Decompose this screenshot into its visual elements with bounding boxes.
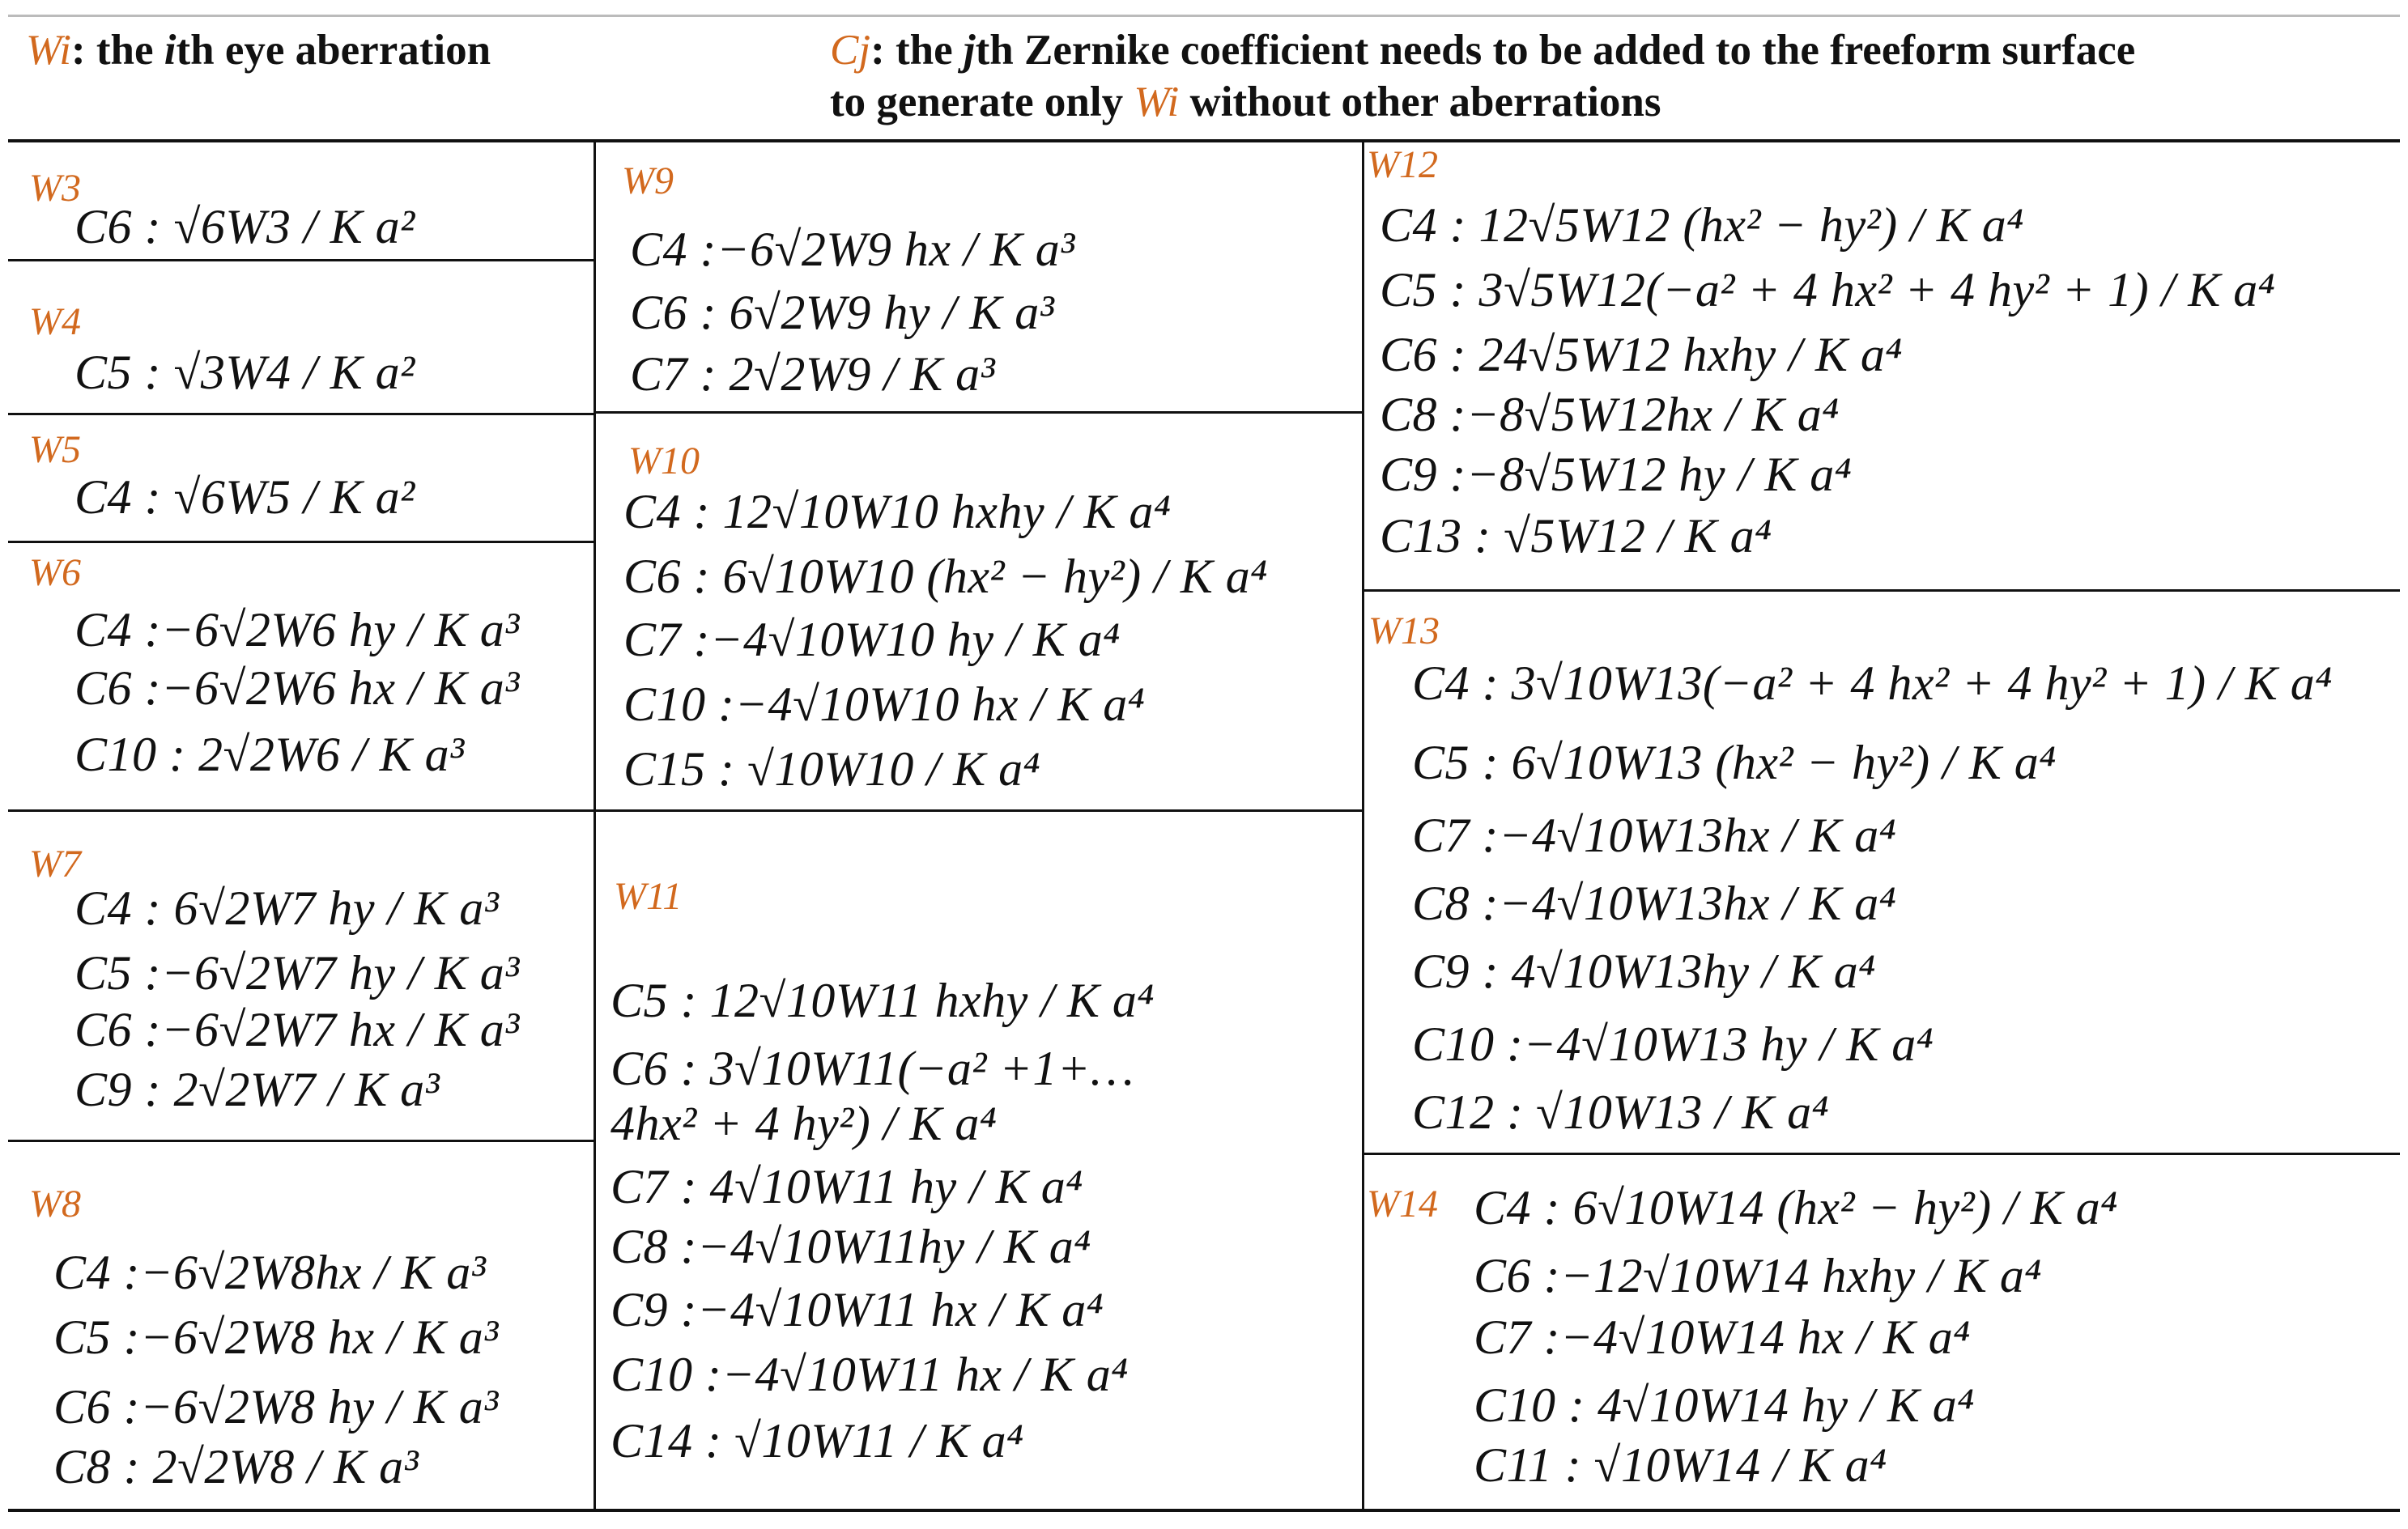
coefficient-equation: C7 : 2√2W9 / K a³: [630, 347, 996, 401]
coefficient-equation: C6 : √6W3 / K a²: [74, 200, 415, 253]
coefficient-equation: C6 : 3√10W11(−a² +1+…: [611, 1042, 1134, 1095]
coefficient-equation: C4 : √6W5 / K a²: [74, 470, 415, 524]
coefficient-equation: C15 : √10W10 / K a⁴: [623, 742, 1040, 796]
coefficient-equation: C6 :−12√10W14 hxhy / K a⁴: [1474, 1249, 2042, 1302]
aberration-label: W10: [628, 440, 700, 482]
coefficient-equation: C4 : 6√10W14 (hx² − hy²) / K a⁴: [1474, 1181, 2118, 1234]
col1-divider: [8, 541, 594, 543]
aberration-label: W5: [29, 428, 81, 471]
coefficient-equation: C12 : √10W13 / K a⁴: [1412, 1085, 1829, 1139]
col1-divider: [8, 809, 594, 812]
coefficient-equation: C4 : 6√2W7 hy / K a³: [74, 881, 500, 935]
header-cj-label: Cj: [830, 27, 871, 74]
coefficient-equation: C6 :−6√2W8 hy / K a³: [53, 1380, 499, 1433]
header-text: th Zernike coefficient needs to be added to the freeform surface: [975, 27, 2136, 74]
coefficient-equation: C4 :−6√2W9 hx / K a³: [630, 223, 1075, 276]
column-divider-2: [1362, 141, 1364, 1510]
coefficient-equation: C4 : 12√5W12 (hx² − hy²) / K a⁴: [1380, 198, 2024, 252]
bottom-rule: [8, 1509, 2400, 1512]
aberration-label: W3: [29, 167, 81, 210]
col2-divider: [595, 411, 1363, 414]
aberration-label: W4: [29, 300, 81, 343]
coefficient-equation: C8 :−8√5W12hx / K a⁴: [1380, 388, 1840, 441]
coefficient-equation: C14 : √10W11 / K a⁴: [611, 1414, 1024, 1467]
coefficient-equation: C7 :−4√10W10 hy / K a⁴: [623, 613, 1121, 666]
col2-divider: [595, 809, 1363, 812]
coefficient-equation: C7 :−4√10W14 hx / K a⁴: [1474, 1310, 1971, 1364]
coefficient-equation: C4 :−6√2W6 hy / K a³: [74, 603, 520, 656]
coefficient-equation: C8 :−4√10W13hx / K a⁴: [1412, 877, 1897, 930]
coefficient-equation: C10 :−4√10W10 hx / K a⁴: [623, 677, 1146, 731]
coefficient-equation: C9 :−4√10W11 hx / K a⁴: [611, 1283, 1104, 1336]
coefficient-equation: C6 :−6√2W7 hx / K a³: [74, 1003, 520, 1056]
coefficient-equation: C4 : 3√10W13(−a² + 4 hx² + 4 hy² + 1) / K a⁴: [1412, 656, 2333, 710]
coefficient-equation: 4hx² + 4 hy²) / K a⁴: [611, 1097, 998, 1150]
col3-divider: [1364, 589, 2400, 592]
col3-divider: [1364, 1153, 2400, 1155]
coefficient-equation: C4 : 12√10W10 hxhy / K a⁴: [623, 485, 1172, 538]
col1-divider: [8, 1140, 594, 1142]
coefficient-equation: C10 :−4√10W11 hx / K a⁴: [611, 1348, 1129, 1401]
header-text: : the: [70, 27, 164, 74]
aberration-label: W12: [1367, 143, 1438, 186]
coefficient-equation: C6 : 6√2W9 hy / K a³: [630, 286, 1055, 339]
coefficient-equation: C9 :−8√5W12 hy / K a⁴: [1380, 448, 1853, 501]
header-rule: [8, 139, 2400, 142]
header-wi-label: Wi: [26, 27, 71, 74]
aberration-label: W13: [1368, 609, 1440, 652]
coefficient-equation: C8 : 2√2W8 / K a³: [53, 1440, 419, 1493]
header-wi-label: Wi: [1134, 79, 1180, 125]
coefficient-equation: C6 : 24√5W12 hxhy / K a⁴: [1380, 328, 1903, 381]
coefficient-equation: C6 : 6√10W10 (hx² − hy²) / K a⁴: [623, 550, 1268, 603]
coefficient-equation: C9 : 2√2W7 / K a³: [74, 1063, 440, 1116]
aberration-label: W14: [1367, 1183, 1438, 1225]
coefficient-equation: C10 :−4√10W13 hy / K a⁴: [1412, 1017, 1934, 1071]
aberration-label: W6: [29, 551, 81, 594]
header-text: to generate only: [830, 79, 1134, 125]
coefficient-equation: C5 :−6√2W7 hy / K a³: [74, 946, 520, 1000]
header-text: j: [963, 27, 976, 74]
coefficient-equation: C11 : √10W14 / K a⁴: [1474, 1438, 1887, 1492]
header-text: i: [164, 27, 177, 74]
coefficient-equation: C4 :−6√2W8hx / K a³: [53, 1246, 487, 1299]
coefficient-equation: C8 :−4√10W11hy / K a⁴: [611, 1220, 1091, 1273]
header-right: [830, 24, 2135, 128]
coefficient-equation: C13 : √5W12 / K a⁴: [1380, 509, 1772, 563]
coefficient-equation: C7 :−4√10W13hx / K a⁴: [1412, 809, 1897, 862]
header-left: [26, 24, 491, 76]
header-text: : the: [870, 27, 964, 74]
coefficient-equation: C5 : 12√10W11 hxhy / K a⁴: [611, 974, 1155, 1027]
coefficient-equation: C5 :−6√2W8 hx / K a³: [53, 1310, 499, 1364]
coefficient-equation: C5 : √3W4 / K a²: [74, 346, 415, 399]
coefficient-equation: C6 :−6√2W6 hx / K a³: [74, 661, 520, 715]
header-text: without other aberrations: [1179, 79, 1661, 125]
column-divider-1: [593, 141, 596, 1510]
col1-divider: [8, 413, 594, 415]
coefficient-equation: C10 : 4√10W14 hy / K a⁴: [1474, 1378, 1975, 1432]
top-rule: [8, 15, 2400, 17]
col1-divider: [8, 259, 594, 261]
coefficient-equation: C5 : 3√5W12(−a² + 4 hx² + 4 hy² + 1) / K a⁴: [1380, 263, 2276, 316]
aberration-label: W9: [622, 159, 674, 202]
aberration-label: W8: [29, 1183, 81, 1225]
coefficient-equation: C10 : 2√2W6 / K a³: [74, 728, 465, 781]
header-text: th eye aberration: [176, 27, 491, 74]
aberration-label: W11: [614, 875, 683, 918]
aberration-label: W7: [29, 843, 81, 886]
coefficient-equation: C7 : 4√10W11 hy / K a⁴: [611, 1160, 1083, 1213]
coefficient-equation: C9 : 4√10W13hy / K a⁴: [1412, 945, 1876, 998]
coefficient-equation: C5 : 6√10W13 (hx² − hy²) / K a⁴: [1412, 736, 2057, 789]
